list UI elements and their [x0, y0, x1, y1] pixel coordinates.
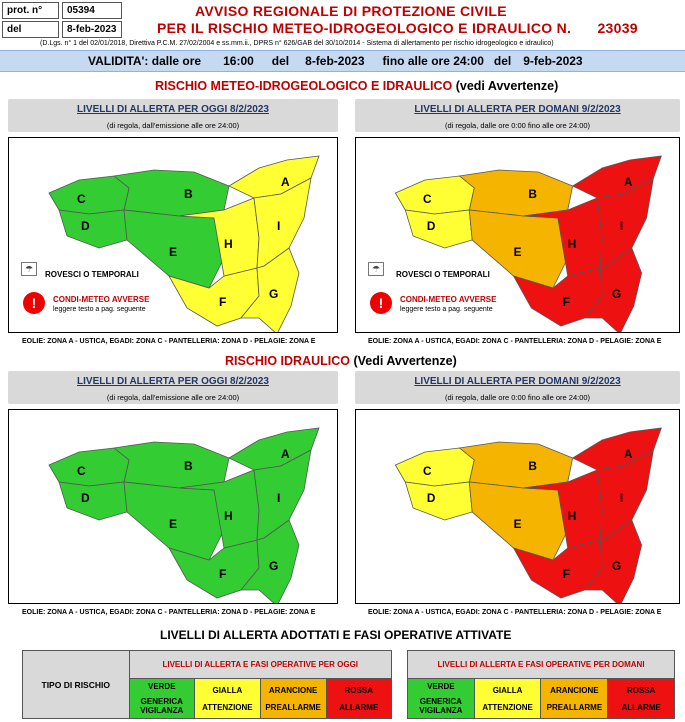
zone-b-label: B [528, 186, 537, 202]
zone-e-label: E [513, 516, 522, 532]
validity-from-date: 8-feb-2023 [305, 54, 365, 68]
del-label: del [2, 21, 59, 38]
warning-icon: ! [370, 292, 392, 314]
meteo-oggi-header [8, 99, 338, 132]
zone-i-label: I [619, 490, 624, 506]
meteo-domani-header [355, 99, 680, 132]
zone-c-area [395, 176, 474, 214]
level-verde [129, 679, 195, 719]
zone-b-label: B [528, 458, 537, 474]
legend-adverse: CONDI-METEO AVVERSE [400, 295, 497, 304]
section1-title [155, 79, 558, 93]
level-name: ARANCIONE [550, 685, 599, 695]
meteo-oggi-heading: LIVELLI DI ALLERTA PER OGGI 8/2/2023 [77, 104, 269, 115]
legal-reference: (D.Lgs. n° 1 del 02/01/2018, Direttiva P.C.M. 27/02/2004 e ss.mm.ii., DPRS n° 626/GAB del 30/10/2014 - Sistema di allertamento per rischio idrogeologico e idraulico) [40, 40, 554, 47]
oggi-header: LIVELLI DI ALLERTA E FASI OPERATIVE PER OGGI [129, 651, 392, 679]
section1-title-text: RISCHIO METEO-IDROGEOLOGICO E IDRAULICO [155, 79, 453, 93]
level-arancione [541, 679, 608, 719]
zone-d-label: D [426, 490, 436, 506]
zone-f-label: F [562, 294, 571, 310]
alert-table-domani [407, 650, 675, 719]
level-name: GIALLA [492, 685, 523, 695]
zone-h-label: H [567, 508, 577, 524]
zone-g-label: G [612, 286, 622, 302]
idraulico-oggi-map-box [8, 409, 338, 604]
zone-h-label: H [224, 509, 233, 523]
title-line2 [157, 20, 638, 36]
storm-legend-icon: ☂ [21, 262, 37, 276]
level-name: ROSSA [626, 685, 656, 695]
legend-storms: ROVESCI O TEMPORALI [396, 270, 490, 279]
zone-c-area [49, 176, 129, 214]
meteo-domani-heading: LIVELLI DI ALLERTA PER DOMANI 9/2/2023 [414, 104, 621, 115]
section2-title-note: (Vedi Avvertenze) [353, 354, 457, 368]
level-name: ARANCIONE [268, 685, 318, 695]
zone-c-area [49, 448, 129, 486]
level-rossa [608, 679, 675, 719]
validity-to-date: 9-feb-2023 [523, 54, 583, 68]
zone-e-label: E [169, 245, 178, 259]
bottom-title: LIVELLI DI ALLERTA ADOTTATI E FASI OPERATIVE ATTIVATE [160, 628, 512, 642]
legend-adverse-sub: leggere testo a pag. seguente [400, 306, 493, 313]
zone-i-label: I [277, 219, 281, 233]
zone-g-label: G [269, 287, 279, 301]
level-name: ROSSA [344, 685, 373, 695]
meteo-oggi-map-box [8, 137, 338, 333]
level-verde [408, 679, 475, 719]
level-phase: GENERICA VIGILANZA [419, 697, 463, 715]
zone-caption: EOLIE: ZONA A - USTICA, EGADI: ZONA C - PANTELLERIA: ZONA D - PELAGIE: ZONA E [368, 338, 662, 345]
idraulico-oggi-heading: LIVELLI DI ALLERTA PER OGGI 8/2/2023 [77, 376, 269, 387]
legend-adverse: CONDI-METEO AVVERSE [53, 295, 150, 304]
level-gialla [195, 679, 261, 719]
zone-b-label: B [184, 459, 193, 473]
level-phase: GENERICA VIGILANZA [140, 697, 184, 715]
legend-storms: ROVESCI O TEMPORALI [45, 270, 139, 279]
alert-table [22, 650, 392, 719]
idraulico-domani-header [355, 371, 680, 404]
zone-caption: EOLIE: ZONA A - USTICA, EGADI: ZONA C - PANTELLERIA: ZONA D - PELAGIE: ZONA E [22, 609, 316, 616]
zone-d-label: D [426, 218, 436, 234]
idraulico-domani-map-box [355, 409, 680, 604]
idraulico-domani-map [356, 410, 680, 604]
validity-del1: del [271, 54, 290, 68]
zone-c-label: C [422, 191, 432, 207]
level-phase: ATTENZIONE [482, 702, 533, 712]
level-phase: ALLARME [621, 702, 661, 712]
idraulico-oggi-header [8, 371, 338, 404]
idraulico-oggi-sub: (di regola, dall'emissione alle ore 24:00) [106, 393, 240, 402]
level-rossa [326, 679, 391, 719]
domani-header: LIVELLI DI ALLERTA E FASI OPERATIVE PER DOMANI [408, 651, 675, 679]
zone-f-label: F [562, 566, 571, 582]
level-gialla [474, 679, 541, 719]
zone-e-label: E [513, 244, 522, 260]
zone-a-label: A [281, 175, 290, 189]
zone-b-area [114, 170, 229, 216]
meteo-domani-map-box [355, 137, 680, 333]
title-line1: AVVISO REGIONALE DI PROTEZIONE CIVILE [195, 3, 507, 19]
tipo-rischio-header: TIPO DI RISCHIO [23, 651, 130, 719]
meteo-domani-sub: (di regola, dalle ore 0:00 fino alle ore 24:00) [444, 121, 591, 130]
zone-c-label: C [422, 463, 432, 479]
section1-title-note: (vedi Avvertenze) [455, 79, 559, 93]
prot-value: 05394 [62, 2, 122, 19]
level-phase: ALLARME [339, 702, 379, 712]
zone-f-label: F [219, 295, 227, 309]
zone-b-area [459, 170, 572, 216]
zone-d-area [405, 482, 472, 520]
warning-icon: ! [23, 292, 45, 314]
idraulico-domani-sub: (di regola, dalle ore 0:00 fino alle ore 24:00) [444, 393, 591, 402]
validity-del2: del [493, 54, 512, 68]
validity-label: VALIDITA': dalle ore [88, 54, 202, 68]
level-name: VERDE [147, 682, 176, 691]
zone-caption: EOLIE: ZONA A - USTICA, EGADI: ZONA C - PANTELLERIA: ZONA D - PELAGIE: ZONA E [368, 609, 662, 616]
level-phase: PREALLARME [546, 702, 603, 712]
level-arancione [260, 679, 326, 719]
level-phase: PREALLARME [265, 702, 321, 712]
zone-c-label: C [77, 192, 86, 206]
zone-b-label: B [184, 187, 193, 201]
zone-f-label: F [219, 567, 227, 581]
title-line2-text: PER IL RISCHIO METEO-IDROGEOLOGICO E IDRAULICO N. [157, 20, 572, 36]
zone-g-label: G [269, 559, 279, 573]
zone-g-label: G [612, 558, 622, 574]
level-name: VERDE [427, 682, 455, 691]
zone-a-label: A [623, 174, 633, 190]
level-name: GIALLA [212, 685, 243, 695]
meteo-oggi-sub: (di regola, dall'emissione alle ore 24:00) [106, 121, 240, 130]
zone-d-label: D [81, 491, 90, 505]
section2-title-text: RISCHIO IDRAULICO [225, 354, 350, 368]
section2-title [225, 354, 457, 368]
zone-h-label: H [224, 237, 233, 251]
zone-c-label: C [77, 464, 86, 478]
storm-legend-icon: ☂ [368, 262, 384, 276]
zone-b-area [114, 442, 229, 488]
zone-d-area [405, 210, 472, 248]
idraulico-oggi-map [9, 410, 338, 604]
zone-a-label: A [623, 446, 633, 462]
level-phase: ATTENZIONE [202, 702, 253, 712]
idraulico-domani-heading: LIVELLI DI ALLERTA PER DOMANI 9/2/2023 [414, 376, 621, 387]
zone-caption: EOLIE: ZONA A - USTICA, EGADI: ZONA C - PANTELLERIA: ZONA D - PELAGIE: ZONA E [22, 338, 316, 345]
avviso-number: 23039 [597, 20, 638, 36]
validity-from-time: 16:00 [223, 54, 254, 68]
legend-adverse-sub: leggere testo a pag. seguente [53, 306, 146, 313]
zone-a-label: A [281, 447, 290, 461]
zone-c-area [395, 448, 474, 486]
zone-d-area [59, 210, 127, 248]
zone-i-label: I [619, 218, 624, 234]
zone-h-label: H [567, 236, 577, 252]
validity-bar [0, 50, 685, 72]
zone-d-label: D [81, 219, 90, 233]
zone-e-label: E [169, 517, 178, 531]
validity-fino: fino alle ore 24:00 [382, 54, 484, 68]
zone-b-area [459, 442, 572, 488]
prot-label: prot. n° [2, 2, 59, 19]
zone-i-label: I [277, 491, 281, 505]
zone-d-area [59, 482, 127, 520]
del-value: 8-feb-2023 [62, 21, 122, 38]
